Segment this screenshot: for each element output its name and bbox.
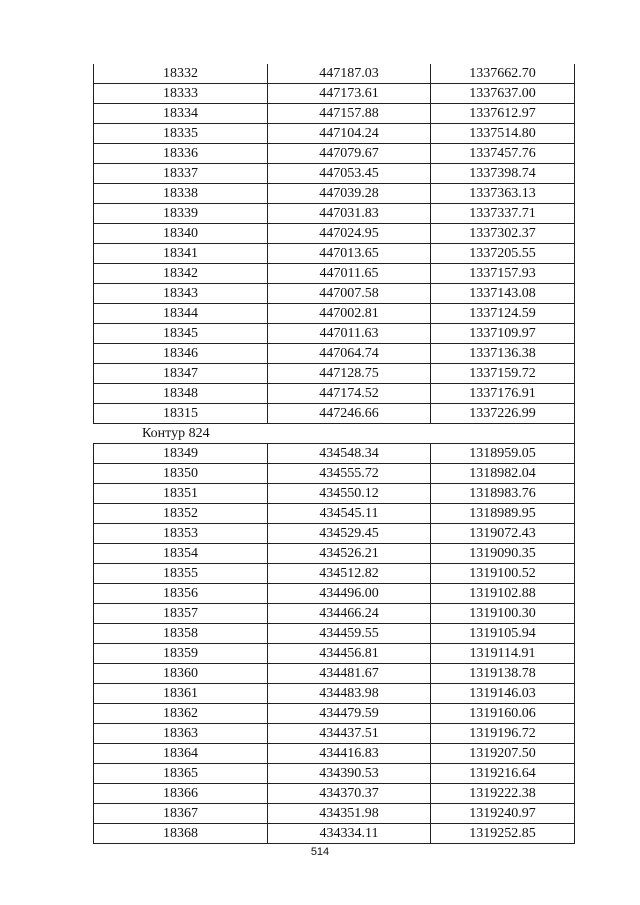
x-coordinate-cell: 434370.37 — [268, 784, 431, 804]
x-coordinate-cell: 447011.65 — [268, 264, 431, 284]
y-coordinate-cell: 1319102.88 — [431, 584, 575, 604]
x-coordinate-cell: 434481.67 — [268, 664, 431, 684]
x-coordinate-cell: 434437.51 — [268, 724, 431, 744]
y-coordinate-cell: 1319222.38 — [431, 784, 575, 804]
point-number-cell: 18344 — [94, 304, 268, 324]
table-row — [94, 524, 575, 544]
table-row — [94, 244, 575, 264]
table-row — [94, 284, 575, 304]
y-coordinate-cell: 1319072.43 — [431, 524, 575, 544]
table-row — [94, 224, 575, 244]
table-body-after — [94, 444, 575, 844]
x-coordinate-cell: 447187.03 — [268, 64, 431, 84]
point-number-cell: 18339 — [94, 204, 268, 224]
point-number-cell: 18361 — [94, 684, 268, 704]
y-coordinate-cell: 1319100.30 — [431, 604, 575, 624]
point-number-cell: 18353 — [94, 524, 268, 544]
contour-section — [94, 424, 575, 444]
y-coordinate-cell: 1337226.99 — [431, 404, 575, 424]
x-coordinate-cell: 434496.00 — [268, 584, 431, 604]
y-coordinate-cell: 1337143.08 — [431, 284, 575, 304]
x-coordinate-cell: 434466.24 — [268, 604, 431, 624]
y-coordinate-cell: 1337136.38 — [431, 344, 575, 364]
point-number-cell: 18351 — [94, 484, 268, 504]
x-coordinate-cell: 434512.82 — [268, 564, 431, 584]
table-row — [94, 164, 575, 184]
y-coordinate-cell: 1337514.80 — [431, 124, 575, 144]
table-row — [94, 404, 575, 424]
x-coordinate-cell: 447013.65 — [268, 244, 431, 264]
x-coordinate-cell: 447173.61 — [268, 84, 431, 104]
point-number-cell: 18340 — [94, 224, 268, 244]
table-row — [94, 764, 575, 784]
y-coordinate-cell: 1337157.93 — [431, 264, 575, 284]
y-coordinate-cell: 1337398.74 — [431, 164, 575, 184]
page-number: 514 — [310, 846, 330, 858]
y-coordinate-cell: 1319114.91 — [431, 644, 575, 664]
y-coordinate-cell: 1337176.91 — [431, 384, 575, 404]
y-coordinate-cell: 1319216.64 — [431, 764, 575, 784]
y-coordinate-cell: 1319146.03 — [431, 684, 575, 704]
x-coordinate-cell: 434526.21 — [268, 544, 431, 564]
table-row — [94, 304, 575, 324]
y-coordinate-cell: 1337124.59 — [431, 304, 575, 324]
point-number-cell: 18367 — [94, 804, 268, 824]
table-row — [94, 804, 575, 824]
y-coordinate-cell: 1318989.95 — [431, 504, 575, 524]
table-row — [94, 184, 575, 204]
table-row — [94, 204, 575, 224]
y-coordinate-cell: 1319207.50 — [431, 744, 575, 764]
point-number-cell: 18363 — [94, 724, 268, 744]
y-coordinate-cell: 1319252.85 — [431, 824, 575, 844]
table-row — [94, 484, 575, 504]
point-number-cell: 18365 — [94, 764, 268, 784]
contour-label: Контур 824 — [94, 424, 268, 444]
table-row — [94, 784, 575, 804]
table-row — [94, 604, 575, 624]
point-number-cell: 18360 — [94, 664, 268, 684]
y-coordinate-cell: 1319100.52 — [431, 564, 575, 584]
y-coordinate-cell: 1319240.97 — [431, 804, 575, 824]
y-coordinate-cell: 1319090.35 — [431, 544, 575, 564]
point-number-cell: 18355 — [94, 564, 268, 584]
x-coordinate-cell: 434416.83 — [268, 744, 431, 764]
x-coordinate-cell: 447039.28 — [268, 184, 431, 204]
empty-cell — [431, 424, 575, 444]
x-coordinate-cell: 434390.53 — [268, 764, 431, 784]
point-number-cell: 18334 — [94, 104, 268, 124]
coordinates-sheet — [93, 64, 574, 844]
x-coordinate-cell: 434459.55 — [268, 624, 431, 644]
point-number-cell: 18341 — [94, 244, 268, 264]
table-row — [94, 564, 575, 584]
point-number-cell: 18366 — [94, 784, 268, 804]
x-coordinate-cell: 447031.83 — [268, 204, 431, 224]
x-coordinate-cell: 434351.98 — [268, 804, 431, 824]
y-coordinate-cell: 1337457.76 — [431, 144, 575, 164]
y-coordinate-cell: 1318982.04 — [431, 464, 575, 484]
point-number-cell: 18347 — [94, 364, 268, 384]
x-coordinate-cell: 447007.58 — [268, 284, 431, 304]
table-row — [94, 644, 575, 664]
x-coordinate-cell: 434456.81 — [268, 644, 431, 664]
point-number-cell: 18348 — [94, 384, 268, 404]
point-number-cell: 18350 — [94, 464, 268, 484]
x-coordinate-cell: 447053.45 — [268, 164, 431, 184]
point-number-cell: 18357 — [94, 604, 268, 624]
x-coordinate-cell: 434479.59 — [268, 704, 431, 724]
table-row — [94, 364, 575, 384]
x-coordinate-cell: 447079.67 — [268, 144, 431, 164]
y-coordinate-cell: 1337363.13 — [431, 184, 575, 204]
x-coordinate-cell: 434334.11 — [268, 824, 431, 844]
point-number-cell: 18362 — [94, 704, 268, 724]
point-number-cell: 18359 — [94, 644, 268, 664]
point-number-cell: 18333 — [94, 84, 268, 104]
point-number-cell: 18356 — [94, 584, 268, 604]
y-coordinate-cell: 1319160.06 — [431, 704, 575, 724]
x-coordinate-cell: 434483.98 — [268, 684, 431, 704]
point-number-cell: 18315 — [94, 404, 268, 424]
x-coordinate-cell: 447024.95 — [268, 224, 431, 244]
x-coordinate-cell: 447174.52 — [268, 384, 431, 404]
x-coordinate-cell: 447011.63 — [268, 324, 431, 344]
table-row — [94, 544, 575, 564]
point-number-cell: 18354 — [94, 544, 268, 564]
x-coordinate-cell: 434545.11 — [268, 504, 431, 524]
y-coordinate-cell: 1337637.00 — [431, 84, 575, 104]
table-row — [94, 264, 575, 284]
table-row — [94, 144, 575, 164]
point-number-cell: 18343 — [94, 284, 268, 304]
table-row — [94, 684, 575, 704]
x-coordinate-cell: 434550.12 — [268, 484, 431, 504]
table-row — [94, 824, 575, 844]
x-coordinate-cell: 434529.45 — [268, 524, 431, 544]
y-coordinate-cell: 1337159.72 — [431, 364, 575, 384]
table-row — [94, 744, 575, 764]
point-number-cell: 18368 — [94, 824, 268, 844]
y-coordinate-cell: 1318983.76 — [431, 484, 575, 504]
table-row — [94, 384, 575, 404]
table-row — [94, 584, 575, 604]
table-row — [94, 104, 575, 124]
point-number-cell: 18332 — [94, 64, 268, 84]
y-coordinate-cell: 1337662.70 — [431, 64, 575, 84]
contour-header-row — [94, 424, 575, 444]
table-row — [94, 704, 575, 724]
y-coordinate-cell: 1318959.05 — [431, 444, 575, 464]
y-coordinate-cell: 1337109.97 — [431, 324, 575, 344]
y-coordinate-cell: 1337337.71 — [431, 204, 575, 224]
table-row — [94, 464, 575, 484]
point-number-cell: 18342 — [94, 264, 268, 284]
x-coordinate-cell: 447064.74 — [268, 344, 431, 364]
y-coordinate-cell: 1337302.37 — [431, 224, 575, 244]
table-row — [94, 124, 575, 144]
table-row — [94, 624, 575, 644]
table-row — [94, 64, 575, 84]
x-coordinate-cell: 447246.66 — [268, 404, 431, 424]
y-coordinate-cell: 1319105.94 — [431, 624, 575, 644]
point-number-cell: 18346 — [94, 344, 268, 364]
table-body-before — [94, 64, 575, 424]
point-number-cell: 18335 — [94, 124, 268, 144]
table-row — [94, 344, 575, 364]
table-row — [94, 324, 575, 344]
point-number-cell: 18338 — [94, 184, 268, 204]
x-coordinate-cell: 434555.72 — [268, 464, 431, 484]
table-row — [94, 724, 575, 744]
y-coordinate-cell: 1319138.78 — [431, 664, 575, 684]
table-row — [94, 504, 575, 524]
y-coordinate-cell: 1319196.72 — [431, 724, 575, 744]
coordinates-table — [93, 64, 575, 844]
point-number-cell: 18336 — [94, 144, 268, 164]
table-row — [94, 84, 575, 104]
x-coordinate-cell: 447128.75 — [268, 364, 431, 384]
point-number-cell: 18352 — [94, 504, 268, 524]
point-number-cell: 18345 — [94, 324, 268, 344]
y-coordinate-cell: 1337612.97 — [431, 104, 575, 124]
point-number-cell: 18337 — [94, 164, 268, 184]
table-row — [94, 444, 575, 464]
x-coordinate-cell: 434548.34 — [268, 444, 431, 464]
x-coordinate-cell: 447157.88 — [268, 104, 431, 124]
y-coordinate-cell: 1337205.55 — [431, 244, 575, 264]
table-row — [94, 664, 575, 684]
point-number-cell: 18349 — [94, 444, 268, 464]
point-number-cell: 18358 — [94, 624, 268, 644]
empty-cell — [268, 424, 431, 444]
x-coordinate-cell: 447002.81 — [268, 304, 431, 324]
point-number-cell: 18364 — [94, 744, 268, 764]
x-coordinate-cell: 447104.24 — [268, 124, 431, 144]
